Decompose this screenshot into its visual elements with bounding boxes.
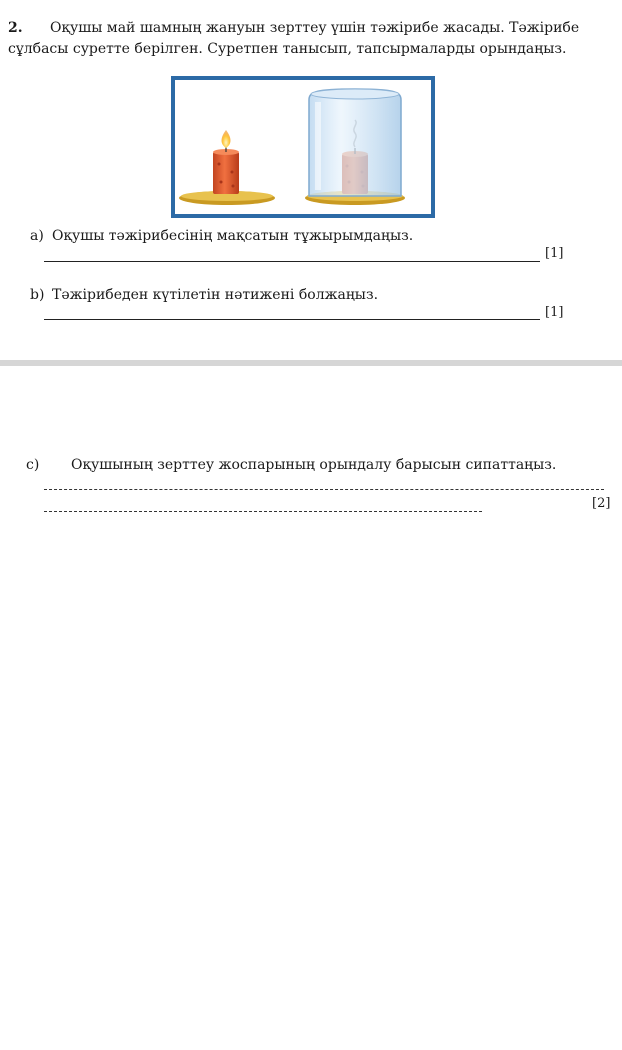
part-c-mark: [2] [592, 496, 611, 511]
page-divider [0, 360, 622, 366]
part-a-label: a) [30, 228, 44, 244]
part-b-text: Тәжірибеден күтілетін нәтижені болжаңыз. [52, 287, 379, 303]
part-c-answer-line-1[interactable] [44, 489, 604, 490]
candle-experiment-illustration [175, 80, 431, 214]
part-c-label: c) [26, 457, 40, 473]
part-b-answer-line[interactable] [44, 319, 540, 320]
flame-icon [222, 130, 231, 148]
left-candle [213, 152, 239, 194]
part-b-mark: [1] [545, 305, 564, 320]
glass-jar [309, 89, 401, 196]
part-a-answer-line[interactable] [44, 261, 540, 262]
part-c-answer-line-2[interactable] [44, 511, 482, 512]
part-a-mark: [1] [545, 246, 564, 261]
question-number: 2. [8, 20, 23, 36]
part-c-text: Оқушының зерттеу жоспарының орындалу барысын сипаттаңыз. [71, 457, 557, 473]
part-a-text: Оқушы тәжірибесінің мақсатын тұжырымдаңыз. [52, 228, 414, 244]
experiment-figure [171, 76, 435, 218]
question-text: Оқушы май шамның жануын зерттеу үшін тәжірибе жасады. Тәжірибе сұлбасы суретте берілген. Суретпен танысып, тапсырмаларды орындаңыз. [8, 20, 580, 57]
part-b-label: b) [30, 287, 45, 303]
